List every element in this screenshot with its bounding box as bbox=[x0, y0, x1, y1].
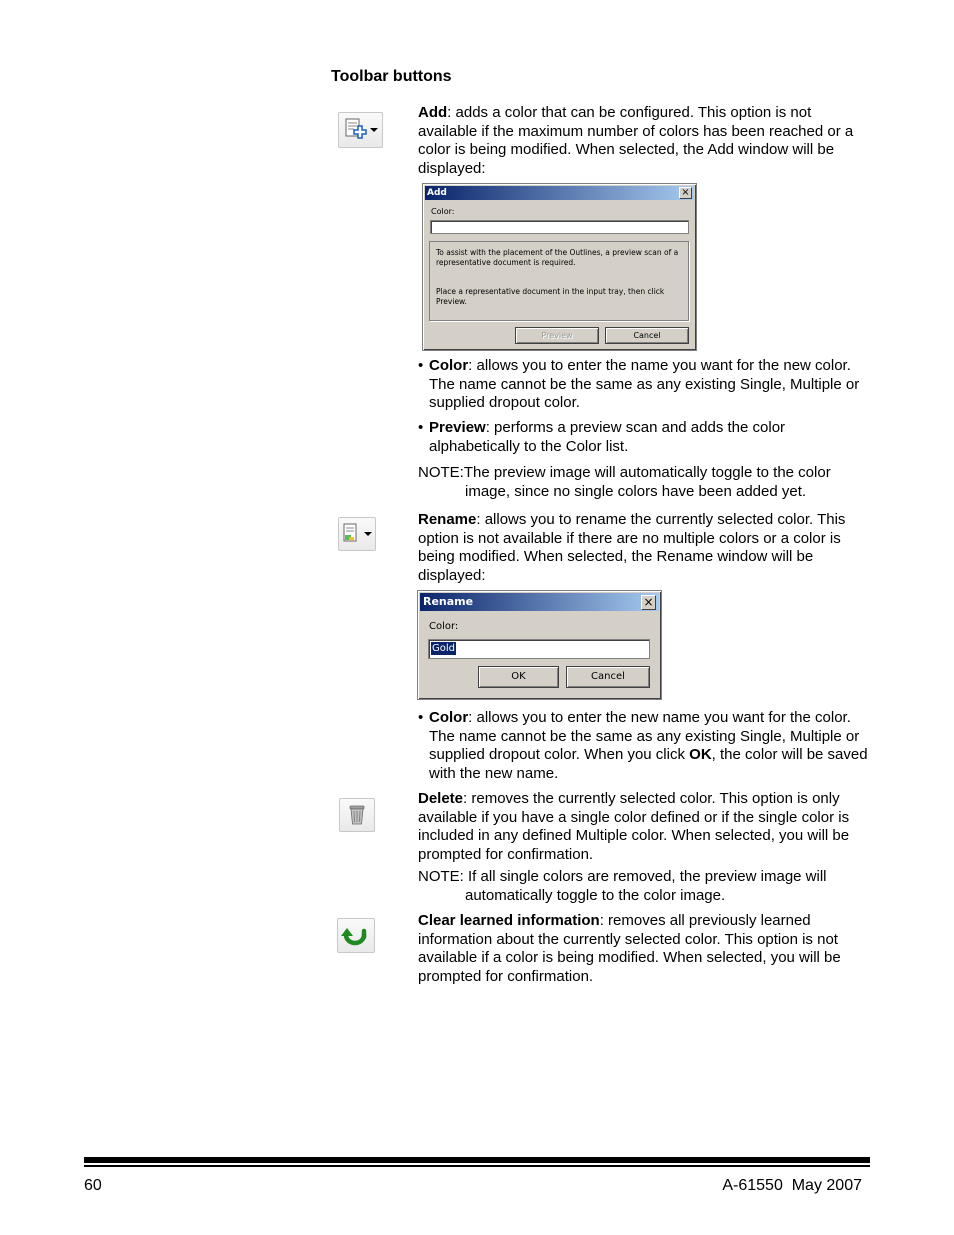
add-term: Add bbox=[418, 104, 448, 121]
delete-term: Delete bbox=[418, 790, 464, 807]
bullet-ok: OK bbox=[689, 746, 712, 764]
add-bullet-preview bbox=[418, 419, 869, 456]
note-line1: If all single colors are removed, the preview image will bbox=[463, 868, 827, 885]
note-line1: The preview image will automatically toggle to the color bbox=[463, 464, 831, 481]
add-color-label: Color: bbox=[431, 207, 455, 216]
add-description bbox=[418, 104, 863, 179]
trash-icon[interactable] bbox=[339, 798, 375, 832]
note-prefix: NOTE: bbox=[418, 868, 464, 885]
footer-rule-thin bbox=[84, 1165, 870, 1167]
note-prefix: NOTE: bbox=[418, 464, 464, 481]
add-color-icon[interactable] bbox=[338, 112, 383, 148]
delete-text: : removes the currently selected color. This option is only available if you have a single color defined or if the single color is included in any defined Multiple color. When selected, you will be prompted for confirmation. bbox=[418, 790, 850, 864]
add-dialog-titlebar bbox=[425, 186, 694, 200]
delete-description bbox=[418, 790, 863, 865]
bullet-text: : allows you to enter the name you want for the new color. The name cannot be the same as any existing Single, Multiple or supplied dropout color. bbox=[429, 357, 860, 412]
rename-ok-button[interactable]: OK bbox=[478, 666, 559, 688]
rename-description bbox=[418, 511, 863, 586]
rename-term: Rename bbox=[418, 511, 477, 528]
add-dialog-title: Add bbox=[427, 188, 447, 198]
document-id: A-61550 May 2007 bbox=[722, 1177, 862, 1194]
rename-dialog-titlebar bbox=[420, 593, 659, 611]
add-dialog bbox=[422, 183, 697, 351]
clear-text: : removes all previously learned information about the currently selected color. This option is not available if a color is being modified. When selected, you will be prompted for confirmation. bbox=[418, 912, 841, 986]
rename-color-input-value: Gold bbox=[432, 643, 455, 654]
rename-cancel-button[interactable]: Cancel bbox=[566, 666, 650, 688]
note-line2: image, since no single colors have been added yet. bbox=[465, 482, 807, 500]
undo-arrow-icon[interactable] bbox=[337, 918, 375, 953]
section-heading: Toolbar buttons bbox=[331, 68, 452, 85]
bullet-dot: • bbox=[418, 357, 424, 374]
add-color-input[interactable] bbox=[430, 220, 689, 234]
rename-dialog bbox=[417, 590, 662, 700]
rename-color-input[interactable] bbox=[428, 639, 650, 659]
add-preview-button[interactable]: Preview bbox=[515, 327, 599, 344]
rename-dialog-close-button[interactable]: × bbox=[641, 595, 656, 610]
clear-term: Clear learned information bbox=[418, 912, 600, 929]
add-info-line2: Place a representative document in the input tray, then click Preview. bbox=[436, 287, 665, 306]
bullet-text: : performs a preview scan and adds the color alphabetically to the Color list. bbox=[429, 419, 786, 455]
rename-dialog-title: Rename bbox=[423, 595, 474, 608]
bullet-text: : allows you to enter the new name you want for the color. The name cannot be the same as any existing Single, Multiple or supplied dropout color. When you click bbox=[429, 709, 860, 764]
clear-description bbox=[418, 912, 863, 987]
rename-color-label: Color: bbox=[429, 621, 459, 632]
add-note bbox=[418, 464, 863, 501]
note-line2: automatically toggle to the color image. bbox=[465, 886, 726, 904]
rename-color-icon[interactable] bbox=[338, 517, 376, 551]
footer-rule-thick bbox=[84, 1157, 870, 1163]
add-dialog-close-button[interactable]: × bbox=[679, 187, 692, 199]
bullet-term: Color bbox=[429, 709, 469, 726]
rename-text: : allows you to rename the currently selected color. This option is not available if there are no multiple colors or a color is being modified. When selected, the Rename window will be displayed: bbox=[418, 511, 846, 585]
add-cancel-button[interactable]: Cancel bbox=[605, 327, 689, 344]
add-text: : adds a color that can be configured. This option is not available if the maximum number of colors has been reached or a color is being modified. When selected, the Add window will be displayed: bbox=[418, 104, 854, 178]
bullet-dot: • bbox=[418, 419, 424, 436]
bullet-dot: • bbox=[418, 709, 424, 726]
add-info-panel bbox=[429, 241, 689, 321]
bullet-term: Color bbox=[429, 357, 469, 374]
bullet-text2: , the color will be saved with the new name. bbox=[429, 746, 868, 783]
add-bullet-color bbox=[418, 357, 869, 413]
rename-bullet-color bbox=[418, 709, 869, 784]
delete-note bbox=[418, 868, 863, 905]
add-info-line1: To assist with the placement of the Outlines, a preview scan of a representative document is required. bbox=[436, 248, 679, 267]
bullet-term: Preview bbox=[429, 419, 486, 436]
page-number: 60 bbox=[84, 1177, 102, 1194]
